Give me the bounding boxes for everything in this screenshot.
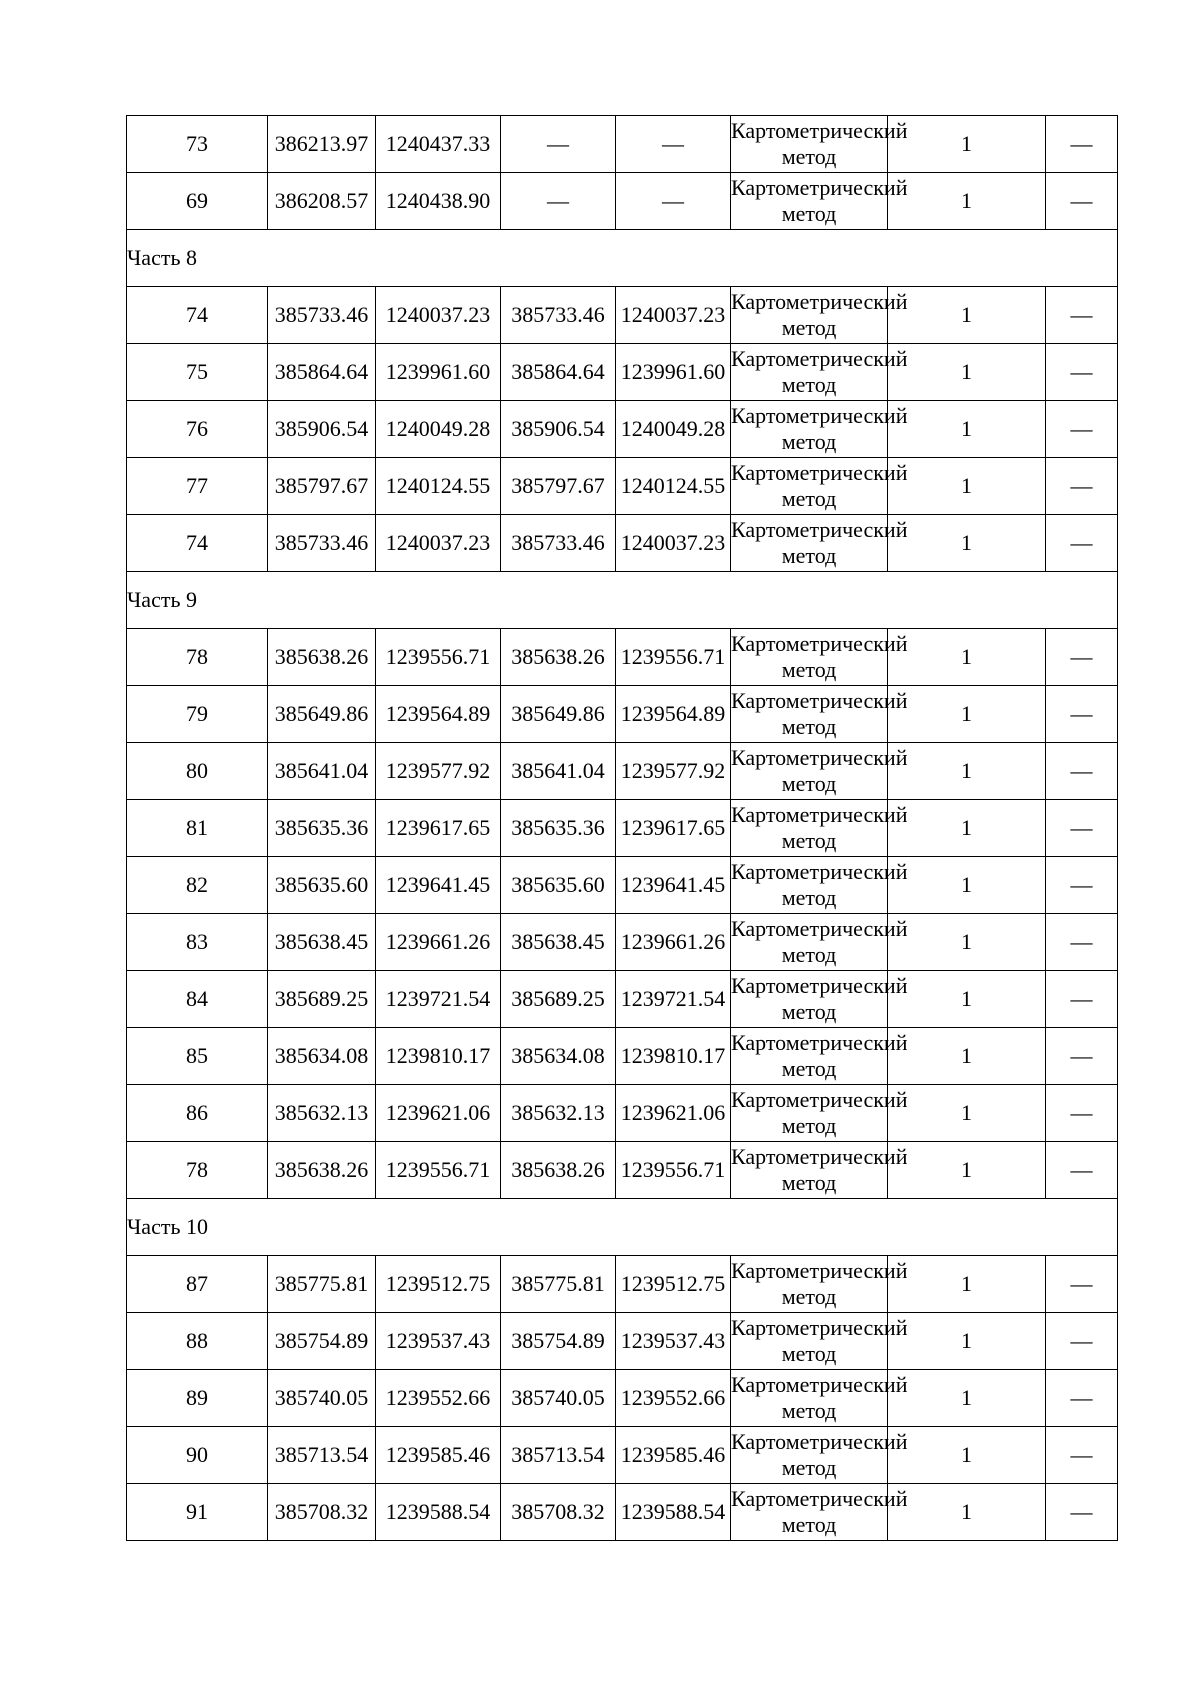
y-coordinate-existing-cell: 1239512.75: [616, 1256, 731, 1313]
x-coordinate-existing-cell: 385713.54: [501, 1427, 616, 1484]
y-coordinate-cell: 1239577.92: [376, 743, 501, 800]
y-coordinate-cell: 1240437.33: [376, 116, 501, 173]
coordinates-table: [126, 115, 1118, 1541]
method-cell: Картометрический метод: [731, 116, 888, 173]
accuracy-cell: 1: [888, 1370, 1046, 1427]
table-row: [127, 800, 1118, 857]
y-coordinate-cell: 1239588.54: [376, 1484, 501, 1541]
x-coordinate-cell: 385906.54: [268, 401, 376, 458]
point-number-cell: 83: [127, 914, 268, 971]
note-cell: —: [1046, 914, 1118, 971]
accuracy-cell: 1: [888, 1028, 1046, 1085]
note-cell: —: [1046, 1427, 1118, 1484]
x-coordinate-existing-cell: 385708.32: [501, 1484, 616, 1541]
x-coordinate-cell: 385733.46: [268, 287, 376, 344]
y-coordinate-cell: 1239556.71: [376, 629, 501, 686]
x-coordinate-existing-cell: 385635.36: [501, 800, 616, 857]
table-row: [127, 344, 1118, 401]
method-cell: Картометрический метод: [731, 1370, 888, 1427]
point-number-cell: 74: [127, 515, 268, 572]
point-number-cell: 74: [127, 287, 268, 344]
method-cell: Картометрический метод: [731, 1427, 888, 1484]
table-row: [127, 971, 1118, 1028]
x-coordinate-existing-cell: —: [501, 116, 616, 173]
point-number-cell: 90: [127, 1427, 268, 1484]
x-coordinate-existing-cell: 385754.89: [501, 1313, 616, 1370]
part-title: Часть 9: [127, 572, 1118, 629]
y-coordinate-existing-cell: 1239721.54: [616, 971, 731, 1028]
y-coordinate-cell: 1239564.89: [376, 686, 501, 743]
table-row: [127, 287, 1118, 344]
accuracy-cell: 1: [888, 800, 1046, 857]
method-cell: Картометрический метод: [731, 914, 888, 971]
y-coordinate-cell: 1240438.90: [376, 173, 501, 230]
part-header-row: [127, 572, 1118, 629]
y-coordinate-cell: 1239641.45: [376, 857, 501, 914]
x-coordinate-cell: 385634.08: [268, 1028, 376, 1085]
x-coordinate-cell: 385775.81: [268, 1256, 376, 1313]
accuracy-cell: 1: [888, 116, 1046, 173]
accuracy-cell: 1: [888, 515, 1046, 572]
method-cell: Картометрический метод: [731, 1142, 888, 1199]
method-cell: Картометрический метод: [731, 344, 888, 401]
x-coordinate-existing-cell: 385638.45: [501, 914, 616, 971]
point-number-cell: 86: [127, 1085, 268, 1142]
accuracy-cell: 1: [888, 686, 1046, 743]
table-row: [127, 1313, 1118, 1370]
x-coordinate-cell: 385733.46: [268, 515, 376, 572]
note-cell: —: [1046, 1484, 1118, 1541]
note-cell: —: [1046, 458, 1118, 515]
point-number-cell: 87: [127, 1256, 268, 1313]
note-cell: —: [1046, 1085, 1118, 1142]
y-coordinate-existing-cell: 1240037.23: [616, 287, 731, 344]
y-coordinate-existing-cell: 1239961.60: [616, 344, 731, 401]
table-row: [127, 1028, 1118, 1085]
point-number-cell: 85: [127, 1028, 268, 1085]
x-coordinate-cell: 385740.05: [268, 1370, 376, 1427]
y-coordinate-existing-cell: 1239552.66: [616, 1370, 731, 1427]
accuracy-cell: 1: [888, 971, 1046, 1028]
x-coordinate-cell: 386208.57: [268, 173, 376, 230]
point-number-cell: 89: [127, 1370, 268, 1427]
accuracy-cell: 1: [888, 1142, 1046, 1199]
method-cell: Картометрический метод: [731, 287, 888, 344]
y-coordinate-existing-cell: 1240049.28: [616, 401, 731, 458]
y-coordinate-existing-cell: 1239556.71: [616, 629, 731, 686]
y-coordinate-cell: 1239617.65: [376, 800, 501, 857]
accuracy-cell: 1: [888, 458, 1046, 515]
table-row: [127, 1427, 1118, 1484]
accuracy-cell: 1: [888, 1085, 1046, 1142]
x-coordinate-cell: 385689.25: [268, 971, 376, 1028]
part-title: Часть 10: [127, 1199, 1118, 1256]
table-row: [127, 1484, 1118, 1541]
point-number-cell: 76: [127, 401, 268, 458]
point-number-cell: 80: [127, 743, 268, 800]
table-row: [127, 857, 1118, 914]
y-coordinate-cell: 1239621.06: [376, 1085, 501, 1142]
note-cell: —: [1046, 173, 1118, 230]
x-coordinate-cell: 385638.45: [268, 914, 376, 971]
table-body: [127, 116, 1118, 1541]
method-cell: Картометрический метод: [731, 971, 888, 1028]
y-coordinate-existing-cell: 1239537.43: [616, 1313, 731, 1370]
accuracy-cell: 1: [888, 743, 1046, 800]
y-coordinate-cell: 1240037.23: [376, 515, 501, 572]
x-coordinate-cell: 385638.26: [268, 1142, 376, 1199]
table-row: [127, 1085, 1118, 1142]
y-coordinate-existing-cell: 1239588.54: [616, 1484, 731, 1541]
x-coordinate-cell: 385632.13: [268, 1085, 376, 1142]
method-cell: Картометрический метод: [731, 1256, 888, 1313]
y-coordinate-existing-cell: 1240124.55: [616, 458, 731, 515]
table-row: [127, 1142, 1118, 1199]
y-coordinate-existing-cell: 1239556.71: [616, 1142, 731, 1199]
x-coordinate-existing-cell: 385641.04: [501, 743, 616, 800]
x-coordinate-cell: 385635.36: [268, 800, 376, 857]
note-cell: —: [1046, 344, 1118, 401]
x-coordinate-existing-cell: 385864.64: [501, 344, 616, 401]
table-row: [127, 743, 1118, 800]
part-title: Часть 8: [127, 230, 1118, 287]
y-coordinate-cell: 1239661.26: [376, 914, 501, 971]
note-cell: —: [1046, 287, 1118, 344]
method-cell: Картометрический метод: [731, 857, 888, 914]
note-cell: —: [1046, 1028, 1118, 1085]
table-row: [127, 458, 1118, 515]
accuracy-cell: 1: [888, 173, 1046, 230]
note-cell: —: [1046, 629, 1118, 686]
x-coordinate-existing-cell: 385797.67: [501, 458, 616, 515]
x-coordinate-cell: 385638.26: [268, 629, 376, 686]
x-coordinate-cell: 385797.67: [268, 458, 376, 515]
y-coordinate-cell: 1239810.17: [376, 1028, 501, 1085]
point-number-cell: 82: [127, 857, 268, 914]
accuracy-cell: 1: [888, 857, 1046, 914]
y-coordinate-existing-cell: 1239577.92: [616, 743, 731, 800]
x-coordinate-existing-cell: 385733.46: [501, 515, 616, 572]
note-cell: —: [1046, 743, 1118, 800]
y-coordinate-cell: 1240037.23: [376, 287, 501, 344]
y-coordinate-existing-cell: 1239564.89: [616, 686, 731, 743]
x-coordinate-existing-cell: 385733.46: [501, 287, 616, 344]
y-coordinate-cell: 1240049.28: [376, 401, 501, 458]
method-cell: Картометрический метод: [731, 173, 888, 230]
x-coordinate-existing-cell: 385638.26: [501, 1142, 616, 1199]
table-row: [127, 686, 1118, 743]
x-coordinate-cell: 385641.04: [268, 743, 376, 800]
y-coordinate-cell: 1239537.43: [376, 1313, 501, 1370]
x-coordinate-existing-cell: 385689.25: [501, 971, 616, 1028]
y-coordinate-existing-cell: —: [616, 116, 731, 173]
accuracy-cell: 1: [888, 287, 1046, 344]
point-number-cell: 75: [127, 344, 268, 401]
x-coordinate-existing-cell: —: [501, 173, 616, 230]
y-coordinate-existing-cell: 1240037.23: [616, 515, 731, 572]
x-coordinate-cell: 386213.97: [268, 116, 376, 173]
x-coordinate-existing-cell: 385638.26: [501, 629, 616, 686]
method-cell: Картометрический метод: [731, 401, 888, 458]
accuracy-cell: 1: [888, 1484, 1046, 1541]
x-coordinate-existing-cell: 385635.60: [501, 857, 616, 914]
table-row: [127, 173, 1118, 230]
note-cell: —: [1046, 116, 1118, 173]
note-cell: —: [1046, 1370, 1118, 1427]
point-number-cell: 84: [127, 971, 268, 1028]
y-coordinate-existing-cell: 1239617.65: [616, 800, 731, 857]
y-coordinate-existing-cell: 1239661.26: [616, 914, 731, 971]
point-number-cell: 73: [127, 116, 268, 173]
y-coordinate-cell: 1239512.75: [376, 1256, 501, 1313]
point-number-cell: 91: [127, 1484, 268, 1541]
x-coordinate-cell: 385713.54: [268, 1427, 376, 1484]
point-number-cell: 79: [127, 686, 268, 743]
y-coordinate-cell: 1239552.66: [376, 1370, 501, 1427]
accuracy-cell: 1: [888, 914, 1046, 971]
x-coordinate-cell: 385864.64: [268, 344, 376, 401]
table-row: [127, 1256, 1118, 1313]
y-coordinate-existing-cell: 1239641.45: [616, 857, 731, 914]
accuracy-cell: 1: [888, 401, 1046, 458]
part-header-row: [127, 1199, 1118, 1256]
note-cell: —: [1046, 1256, 1118, 1313]
point-number-cell: 77: [127, 458, 268, 515]
table-row: [127, 116, 1118, 173]
table-row: [127, 1370, 1118, 1427]
y-coordinate-existing-cell: 1239621.06: [616, 1085, 731, 1142]
x-coordinate-cell: 385708.32: [268, 1484, 376, 1541]
x-coordinate-existing-cell: 385634.08: [501, 1028, 616, 1085]
accuracy-cell: 1: [888, 629, 1046, 686]
accuracy-cell: 1: [888, 344, 1046, 401]
point-number-cell: 78: [127, 1142, 268, 1199]
point-number-cell: 78: [127, 629, 268, 686]
x-coordinate-existing-cell: 385632.13: [501, 1085, 616, 1142]
method-cell: Картометрический метод: [731, 743, 888, 800]
point-number-cell: 81: [127, 800, 268, 857]
table-row: [127, 629, 1118, 686]
note-cell: —: [1046, 401, 1118, 458]
accuracy-cell: 1: [888, 1256, 1046, 1313]
method-cell: Картометрический метод: [731, 629, 888, 686]
y-coordinate-existing-cell: —: [616, 173, 731, 230]
x-coordinate-cell: 385635.60: [268, 857, 376, 914]
table-row: [127, 914, 1118, 971]
x-coordinate-cell: 385649.86: [268, 686, 376, 743]
y-coordinate-existing-cell: 1239585.46: [616, 1427, 731, 1484]
point-number-cell: 88: [127, 1313, 268, 1370]
part-header-row: [127, 230, 1118, 287]
accuracy-cell: 1: [888, 1313, 1046, 1370]
x-coordinate-cell: 385754.89: [268, 1313, 376, 1370]
y-coordinate-cell: 1239721.54: [376, 971, 501, 1028]
note-cell: —: [1046, 971, 1118, 1028]
note-cell: —: [1046, 800, 1118, 857]
y-coordinate-cell: 1239585.46: [376, 1427, 501, 1484]
note-cell: —: [1046, 515, 1118, 572]
accuracy-cell: 1: [888, 1427, 1046, 1484]
method-cell: Картометрический метод: [731, 1028, 888, 1085]
method-cell: Картометрический метод: [731, 1313, 888, 1370]
method-cell: Картометрический метод: [731, 800, 888, 857]
note-cell: —: [1046, 1142, 1118, 1199]
note-cell: —: [1046, 857, 1118, 914]
x-coordinate-existing-cell: 385775.81: [501, 1256, 616, 1313]
y-coordinate-existing-cell: 1239810.17: [616, 1028, 731, 1085]
x-coordinate-existing-cell: 385906.54: [501, 401, 616, 458]
method-cell: Картометрический метод: [731, 1484, 888, 1541]
x-coordinate-existing-cell: 385740.05: [501, 1370, 616, 1427]
note-cell: —: [1046, 1313, 1118, 1370]
y-coordinate-cell: 1239556.71: [376, 1142, 501, 1199]
method-cell: Картометрический метод: [731, 515, 888, 572]
table-row: [127, 401, 1118, 458]
table-row: [127, 515, 1118, 572]
note-cell: —: [1046, 686, 1118, 743]
y-coordinate-cell: 1240124.55: [376, 458, 501, 515]
method-cell: Картометрический метод: [731, 458, 888, 515]
point-number-cell: 69: [127, 173, 268, 230]
y-coordinate-cell: 1239961.60: [376, 344, 501, 401]
method-cell: Картометрический метод: [731, 686, 888, 743]
x-coordinate-existing-cell: 385649.86: [501, 686, 616, 743]
method-cell: Картометрический метод: [731, 1085, 888, 1142]
